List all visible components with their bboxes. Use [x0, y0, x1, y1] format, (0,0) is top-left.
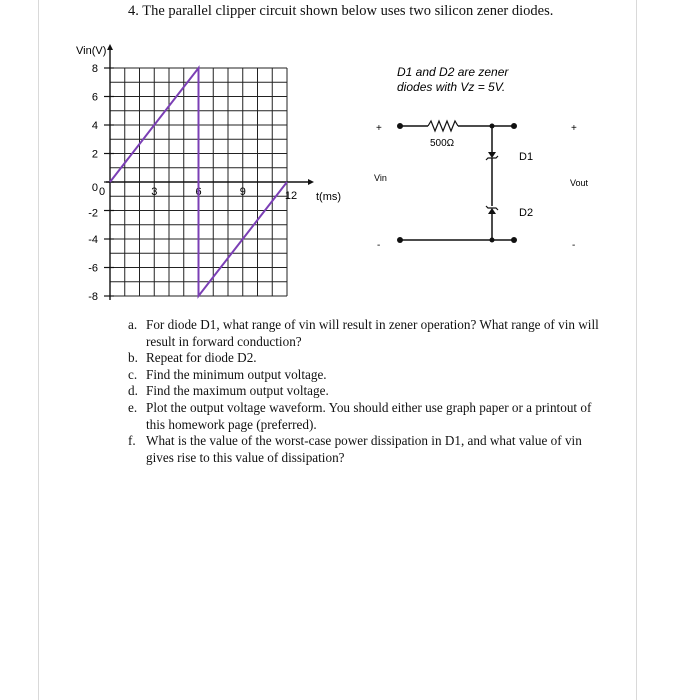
zener-diode-d1-icon: [488, 152, 496, 158]
d1-label: D1: [519, 151, 534, 163]
question-item: [128, 400, 608, 433]
minus-right: -: [572, 240, 576, 251]
question-text: What is the value of the worst-case power dissipation in D1, and what value of vin gives rise to this value of dissipation?: [146, 433, 582, 465]
y-tick-label: -6: [88, 262, 98, 275]
x-tick-label: 6: [195, 186, 202, 198]
minus-left: -: [377, 240, 381, 251]
y-tick-label: 4: [91, 120, 98, 132]
resistor-label: 500Ω: [430, 138, 455, 149]
circuit-diagram: [0, 0, 678, 320]
question-item: [128, 317, 608, 350]
x-tick-label: 0: [98, 186, 106, 198]
y-tick-label: -8: [88, 291, 98, 303]
question-text: Repeat for diode D2.: [146, 350, 257, 366]
question-label: f.: [128, 433, 136, 449]
y-tick-label: 0: [91, 182, 98, 194]
terminal-top-right: [511, 123, 517, 129]
question-list: [128, 317, 608, 466]
question-item: [128, 367, 608, 384]
question-label: a.: [128, 317, 138, 332]
x-tick-label: 12: [284, 190, 298, 202]
plus-right: +: [571, 123, 577, 134]
terminal-bottom-right: [511, 237, 517, 243]
question-text: Plot the output voltage waveform. You should either use graph paper or a printout of this homework page (preferred).: [146, 399, 592, 432]
question-label: e.: [128, 399, 138, 415]
question-text: For diode D1, what range of vin will result in zener operation? What range of vin will result in forward conduction?: [146, 317, 599, 349]
question-label: d.: [128, 383, 138, 399]
node-bottom: [490, 238, 495, 243]
x-tick-label: 9: [239, 186, 246, 198]
question-item: [128, 383, 608, 400]
y-tick-label: -4: [88, 234, 98, 246]
vin-label: Vin: [374, 173, 387, 183]
d2-label: D2: [519, 207, 534, 219]
resistor-icon: [428, 121, 458, 131]
zener-diode-d2-icon: [488, 208, 496, 214]
question-item: [128, 433, 608, 466]
y-tick-label: 2: [91, 148, 98, 161]
question-text: Find the maximum output voltage.: [146, 383, 329, 399]
question-item: [128, 350, 608, 367]
vout-label: Vout: [570, 178, 589, 188]
y-tick-label: -2: [88, 207, 98, 220]
y-tick-label: 6: [91, 91, 98, 104]
y-tick-label: 8: [91, 63, 98, 75]
circuit-note-line2: diodes with Vz = 5V.: [397, 80, 506, 94]
y-axis-label: Vin(V): [76, 45, 107, 57]
x-tick-label: 3: [151, 186, 158, 198]
question-label: c.: [128, 366, 138, 382]
circuit-note-line1: D1 and D2 are zener: [397, 65, 509, 79]
plus-left: +: [376, 123, 382, 134]
question-text: Find the minimum output voltage.: [146, 366, 327, 382]
x-axis-label: t(ms): [316, 191, 342, 203]
question-label: b.: [128, 350, 138, 366]
problem-title: 4. The parallel clipper circuit shown below uses two silicon zener diodes.: [128, 3, 554, 19]
